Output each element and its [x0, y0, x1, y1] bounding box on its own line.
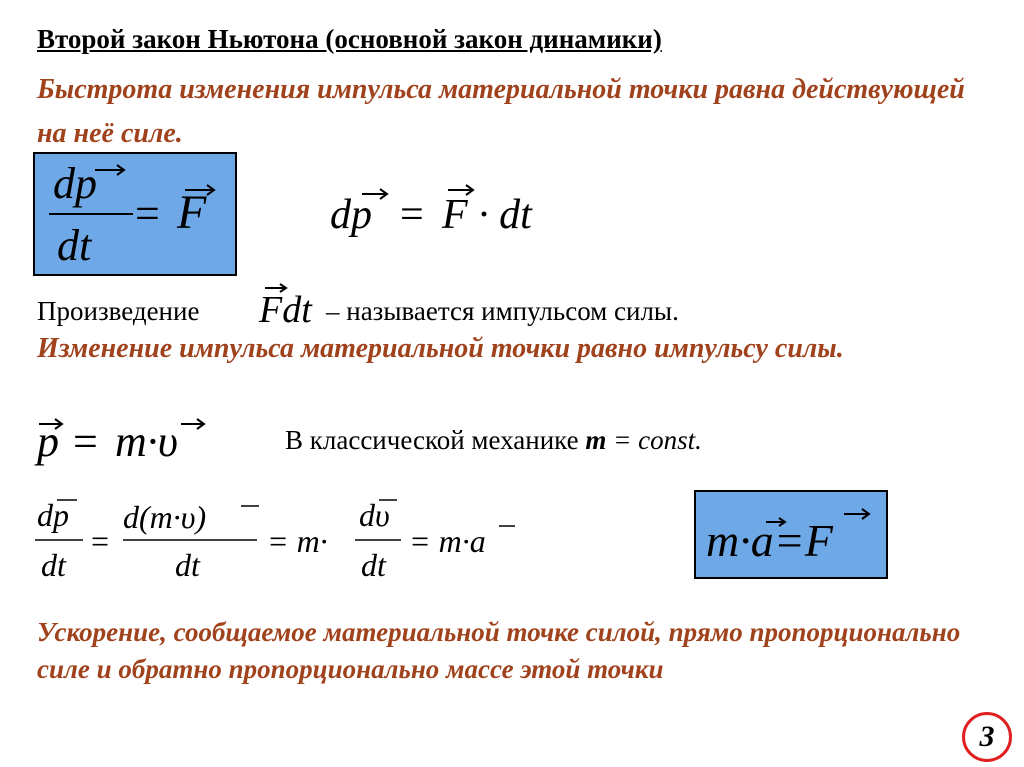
slide-title: Второй закон Ньютона (основной закон динамики) [37, 24, 662, 54]
term2-numerator: d(m·υ) [123, 499, 207, 535]
formula-box-newton-second-law [33, 152, 237, 276]
formula-text: m·a=F [706, 515, 833, 566]
formula-dp-equals-f-dt [330, 180, 560, 240]
classical-mechanics-note [285, 425, 702, 456]
equals-sign: = [400, 192, 424, 238]
force-symbol: F [177, 186, 207, 239]
formula-lhs: p [37, 417, 59, 466]
fraction-denominator: dt [57, 221, 92, 270]
equals-sign: = [73, 417, 98, 466]
equals-sign: = [135, 189, 160, 238]
fraction-numerator: dp [53, 159, 97, 208]
impulse-prefix: Произведение [37, 296, 200, 326]
definition-rate-of-momentum: Быстрота изменения импульса материальной точки равна действующей на неё силе. [37, 74, 965, 149]
term2-denominator: dt [175, 547, 200, 583]
impulse-suffix: – называется импульсом силы. [326, 296, 679, 326]
classic-note-text: В классической механике [285, 425, 579, 455]
term3-denominator: dt [361, 547, 386, 583]
derivation-tail: = m·a [409, 523, 486, 559]
definition-acceleration: Ускорение, сообщаемое материальной точке силой, прямо пропорционально силе и обратно пропорционально массе этой точки [37, 617, 961, 684]
formula-dp-dt-equals-f [35, 154, 235, 274]
formula-p-equals-mv [35, 410, 235, 470]
formula-box-ma-equals-f [694, 490, 888, 579]
formula-derivation-chain [35, 490, 535, 590]
term1-denominator: dt [41, 547, 66, 583]
term1-numerator: dp [37, 497, 69, 533]
impulse-expression: Fdt [259, 289, 312, 331]
definition-momentum-change: Изменение импульса материальной точки равно импульсу силы. [37, 333, 844, 364]
const-expression: = const. [606, 425, 702, 455]
formula-rhs: m·υ [115, 417, 178, 466]
equals-sign: = [91, 523, 110, 559]
mass-factor: = m· [267, 523, 328, 559]
formula-f-dt [255, 278, 335, 331]
page-number-badge: 3 [962, 712, 1012, 762]
formula-lhs: dp [330, 192, 372, 238]
formula-ma-equals-f [696, 492, 886, 577]
formula-rhs: F · dt [442, 192, 532, 238]
mass-symbol: m [585, 425, 607, 455]
term3-numerator: dυ [359, 497, 390, 533]
